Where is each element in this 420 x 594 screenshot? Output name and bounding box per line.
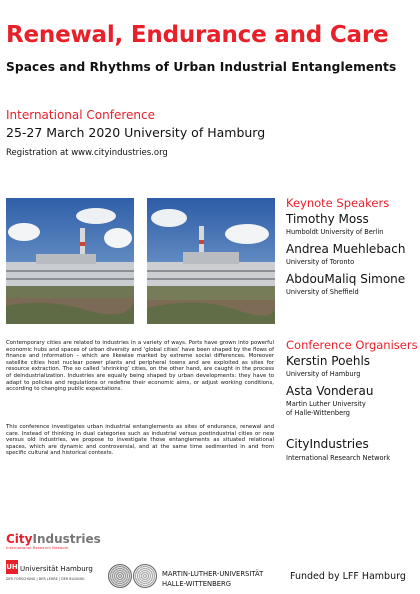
organiser-name: Kerstin Poehls [286,354,371,368]
network-subtitle: International Research Network [286,454,391,462]
speaker-affiliation: University of Sheffield [286,288,359,296]
conference-label: International Conference [6,108,155,122]
uhh-tagline: DER FORSCHUNG | DER LEHRE | DER BILDUNG [6,577,85,581]
conference-registration: Registration at www.cityindustries.org [6,148,168,158]
speaker-affiliation: University of Toronto [286,258,355,266]
organiser-affiliation: Martin Luther University [286,400,366,408]
poster-subtitle: Spaces and Rhythms of Urban Industrial Entanglements [6,60,397,74]
funding-note: Funded by LFF Hamburg [290,571,406,582]
mlu-name-line2: HALLE-WITTENBERG [162,580,232,588]
university-seal-icon [108,564,132,588]
mlu-name-line1: MARTIN-LUTHER-UNIVERSITÄT [162,570,264,578]
organiser-affiliation: University of Hamburg [286,370,361,378]
organiser-name: Asta Vonderau [286,384,374,398]
cityindustries-logo [6,532,101,550]
conference-paragraph: This conference investigates urban industrial entanglements as sites of endurance, renewal and care. Instead of thinking in dual categories such as industrial versus postindustrial cities or new versus old industries, we propose to investigate those entanglements as situated relational spaces, which are dynamic and controversial, and at the same time sedimented in and from specific cultural and historical contexts. [6,424,274,457]
speaker-name: AbdouMaliq Simone [286,272,406,286]
logo-city: City [6,532,33,546]
speaker-name: Timothy Moss [286,212,369,226]
conference-date-place: 25-27 March 2020 University of Hamburg [6,125,266,140]
logo-industries: Industries [32,532,101,546]
university-seal-icon [133,564,157,588]
speaker-name: Andrea Muehlebach [286,242,406,256]
uhh-logo-mark: UH [6,560,18,574]
organisers-heading: Conference Organisers [286,338,418,352]
factory-photo-left [6,198,134,324]
organiser-affiliation: of Halle-Wittenberg [286,409,350,417]
logo-subtitle: International Research Network [6,546,69,550]
network-name: CityIndustries [286,437,369,451]
factory-photo-right [147,198,275,324]
speaker-affiliation: Humboldt University of Berlin [286,228,384,236]
intro-paragraph: Contemporary cities are related to industries in a variety of ways. Ports have grown into powerful economic hubs and spaces of urban diversity and ‘global cities’ have been shaped by the flows of finance and information – which are likewise marked by extreme social differences. Moreover satellite cities host nuclear power plants and peripheral towns and are exploited as sites for resource extraction. The so called ‘shrinking’ cities, on the other hand, are caught in the process of deindustrialization. Industries are equally being shaped by urban developments: they have to adapt to policies and regulations or redefine their economic aims, or adjust working conditions, according to changing public expectations. [6,340,274,393]
poster-title: Renewal, Endurance and Care [6,22,389,48]
uhh-name: Universität Hamburg [20,565,93,573]
keynote-heading: Keynote Speakers [286,196,390,210]
